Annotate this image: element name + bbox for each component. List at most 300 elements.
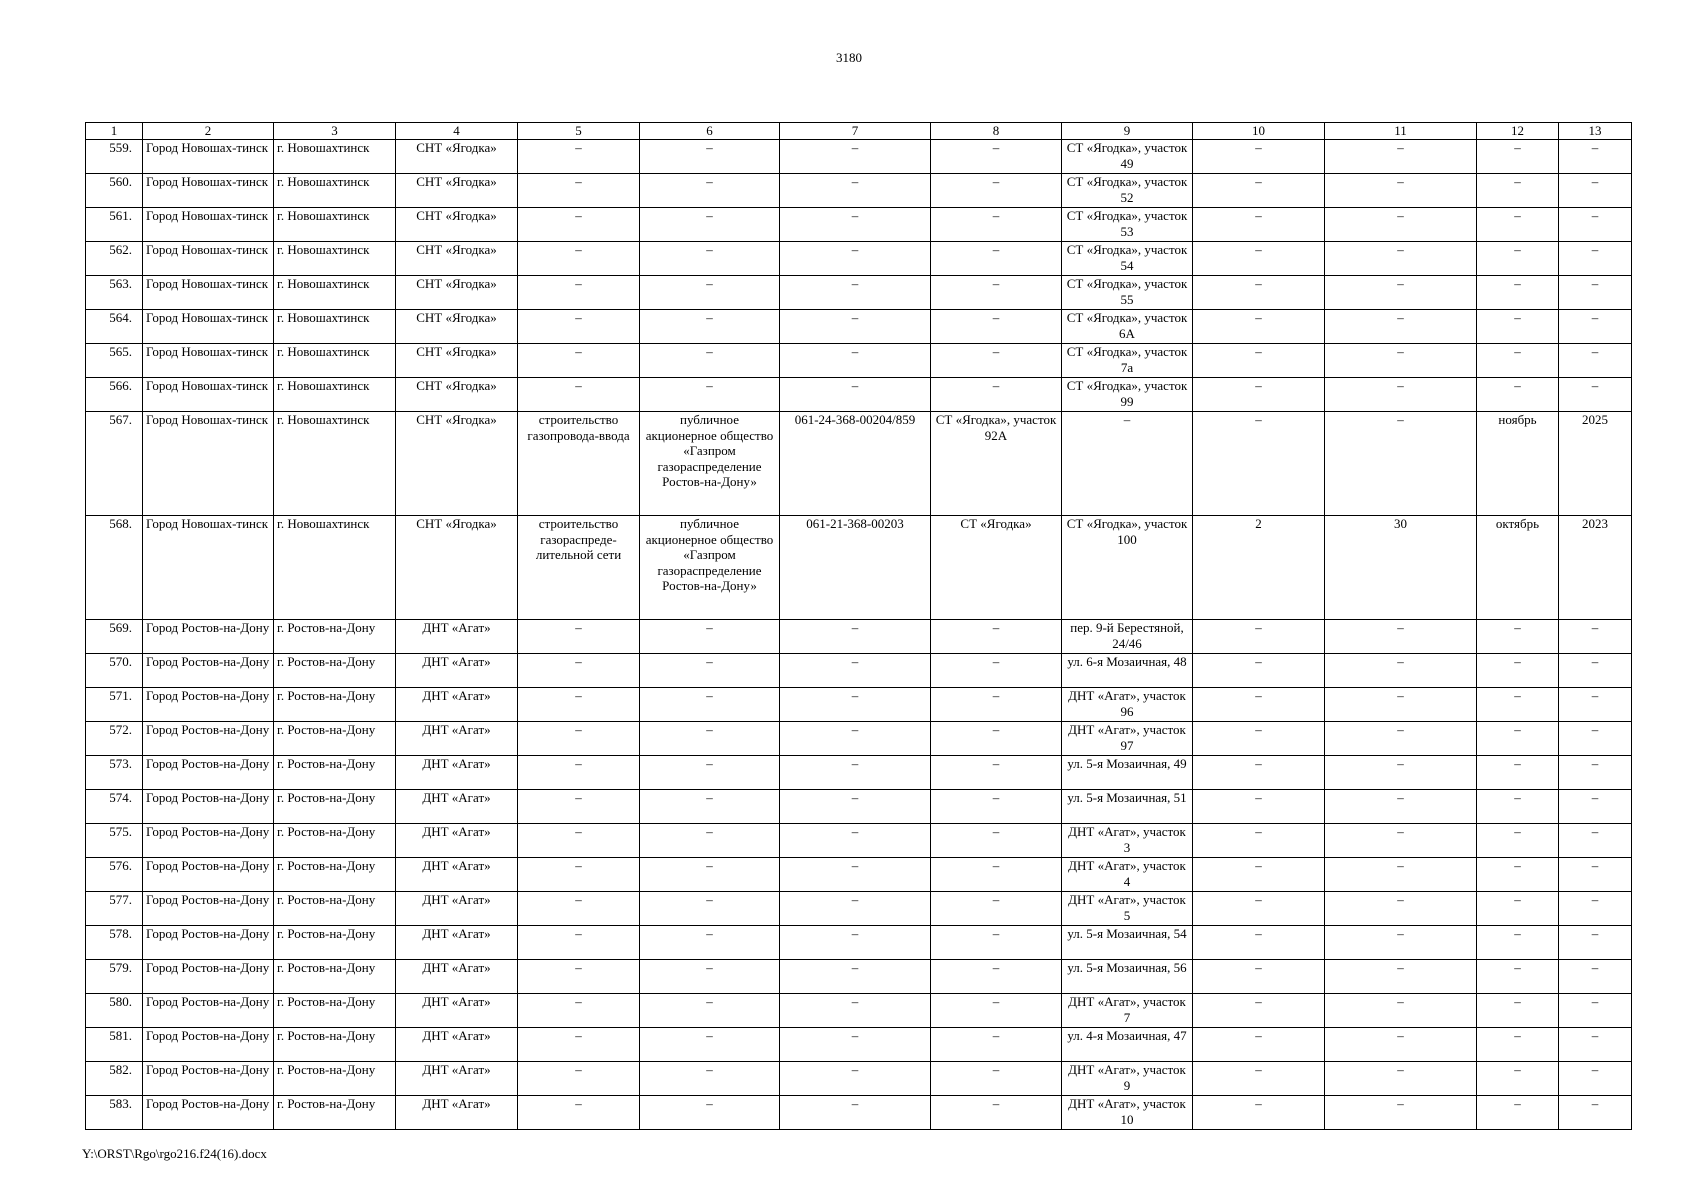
cell-object-location: – bbox=[931, 654, 1062, 688]
table-row bbox=[86, 174, 1632, 208]
cell-pressure: 2 bbox=[1193, 516, 1325, 620]
cell-pressure: – bbox=[1193, 242, 1325, 276]
cell-partnership: СНТ «Ягодка» bbox=[396, 174, 518, 208]
cell-object-location: – bbox=[931, 688, 1062, 722]
table-row bbox=[86, 994, 1632, 1028]
cell-length: – bbox=[1325, 824, 1477, 858]
cell-settlement: г. Новошахтинск bbox=[274, 412, 396, 516]
cell-address: СТ «Ягодка», участок 55 bbox=[1062, 276, 1193, 310]
table-row bbox=[86, 412, 1632, 516]
cell-row-number: 567. bbox=[86, 412, 143, 516]
cell-municipality: Город Новошах-тинск bbox=[143, 516, 274, 620]
cell-organization: – bbox=[640, 208, 780, 242]
cell-organization: – bbox=[640, 242, 780, 276]
cell-address: СТ «Ягодка», участок 54 bbox=[1062, 242, 1193, 276]
cell-address: СТ «Ягодка», участок 100 bbox=[1062, 516, 1193, 620]
table-row bbox=[86, 756, 1632, 790]
column-header-1: 1 bbox=[86, 123, 143, 140]
cell-contract-number: – bbox=[780, 824, 931, 858]
cell-row-number: 561. bbox=[86, 208, 143, 242]
table-row bbox=[86, 858, 1632, 892]
cell-work-type: – bbox=[518, 310, 640, 344]
cell-row-number: 573. bbox=[86, 756, 143, 790]
cell-month: – bbox=[1477, 756, 1559, 790]
cell-object-location: – bbox=[931, 620, 1062, 654]
cell-contract-number: 061-21-368-00203 bbox=[780, 516, 931, 620]
cell-address: ДНТ «Агат», участок 7 bbox=[1062, 994, 1193, 1028]
cell-length: – bbox=[1325, 926, 1477, 960]
cell-contract-number: – bbox=[780, 1062, 931, 1096]
cell-partnership: ДНТ «Агат» bbox=[396, 960, 518, 994]
column-header-4: 4 bbox=[396, 123, 518, 140]
cell-organization: – bbox=[640, 174, 780, 208]
cell-settlement: г. Ростов-на-Дону bbox=[274, 756, 396, 790]
cell-row-number: 560. bbox=[86, 174, 143, 208]
cell-settlement: г. Ростов-на-Дону bbox=[274, 688, 396, 722]
cell-year: – bbox=[1559, 926, 1632, 960]
cell-partnership: ДНТ «Агат» bbox=[396, 892, 518, 926]
table-row bbox=[86, 722, 1632, 756]
table-row bbox=[86, 688, 1632, 722]
cell-address: ул. 5-я Мозаичная, 56 bbox=[1062, 960, 1193, 994]
column-header-2: 2 bbox=[143, 123, 274, 140]
cell-work-type: – bbox=[518, 960, 640, 994]
column-header-9: 9 bbox=[1062, 123, 1193, 140]
cell-municipality: Город Новошах-тинск bbox=[143, 140, 274, 174]
cell-organization: – bbox=[640, 790, 780, 824]
cell-month: – bbox=[1477, 276, 1559, 310]
cell-year: – bbox=[1559, 242, 1632, 276]
cell-row-number: 569. bbox=[86, 620, 143, 654]
cell-organization: – bbox=[640, 654, 780, 688]
cell-row-number: 578. bbox=[86, 926, 143, 960]
table-row bbox=[86, 276, 1632, 310]
cell-pressure: – bbox=[1193, 994, 1325, 1028]
cell-municipality: Город Ростов-на-Дону bbox=[143, 722, 274, 756]
cell-pressure: – bbox=[1193, 412, 1325, 516]
cell-address: ул. 6-я Мозаичная, 48 bbox=[1062, 654, 1193, 688]
cell-length: – bbox=[1325, 1062, 1477, 1096]
cell-month: – bbox=[1477, 620, 1559, 654]
cell-year: – bbox=[1559, 790, 1632, 824]
cell-year: – bbox=[1559, 378, 1632, 412]
cell-contract-number: – bbox=[780, 620, 931, 654]
cell-length: – bbox=[1325, 208, 1477, 242]
cell-organization: – bbox=[640, 1096, 780, 1130]
cell-partnership: ДНТ «Агат» bbox=[396, 722, 518, 756]
cell-year: – bbox=[1559, 1096, 1632, 1130]
cell-month: – bbox=[1477, 378, 1559, 412]
cell-contract-number: – bbox=[780, 688, 931, 722]
cell-object-location: – bbox=[931, 1028, 1062, 1062]
cell-object-location: – bbox=[931, 208, 1062, 242]
cell-contract-number: 061-24-368-00204/859 bbox=[780, 412, 931, 516]
cell-municipality: Город Ростов-на-Дону bbox=[143, 858, 274, 892]
cell-address: СТ «Ягодка», участок 7а bbox=[1062, 344, 1193, 378]
column-header-11: 11 bbox=[1325, 123, 1477, 140]
cell-length: – bbox=[1325, 994, 1477, 1028]
cell-month: – bbox=[1477, 858, 1559, 892]
cell-settlement: г. Новошахтинск bbox=[274, 276, 396, 310]
table-row bbox=[86, 208, 1632, 242]
document-table bbox=[85, 122, 1632, 1130]
cell-pressure: – bbox=[1193, 344, 1325, 378]
cell-organization: – bbox=[640, 926, 780, 960]
cell-organization: – bbox=[640, 344, 780, 378]
cell-municipality: Город Новошах-тинск bbox=[143, 344, 274, 378]
table-row bbox=[86, 1062, 1632, 1096]
cell-address: ул. 4-я Мозаичная, 47 bbox=[1062, 1028, 1193, 1062]
cell-month: – bbox=[1477, 310, 1559, 344]
table-row bbox=[86, 926, 1632, 960]
cell-row-number: 572. bbox=[86, 722, 143, 756]
cell-municipality: Город Ростов-на-Дону bbox=[143, 824, 274, 858]
cell-address: ДНТ «Агат», участок 5 bbox=[1062, 892, 1193, 926]
cell-contract-number: – bbox=[780, 654, 931, 688]
cell-pressure: – bbox=[1193, 892, 1325, 926]
cell-work-type: – bbox=[518, 276, 640, 310]
cell-settlement: г. Ростов-на-Дону bbox=[274, 790, 396, 824]
cell-work-type: – bbox=[518, 722, 640, 756]
cell-year: – bbox=[1559, 654, 1632, 688]
cell-contract-number: – bbox=[780, 140, 931, 174]
cell-pressure: – bbox=[1193, 174, 1325, 208]
cell-length: – bbox=[1325, 722, 1477, 756]
cell-length: – bbox=[1325, 1028, 1477, 1062]
cell-partnership: СНТ «Ягодка» bbox=[396, 344, 518, 378]
cell-pressure: – bbox=[1193, 824, 1325, 858]
cell-row-number: 583. bbox=[86, 1096, 143, 1130]
cell-organization: публичное акционерное общество «Газпром газораспределение Ростов-на-Дону» bbox=[640, 516, 780, 620]
cell-year: – bbox=[1559, 722, 1632, 756]
cell-organization: – bbox=[640, 1028, 780, 1062]
cell-address: ДНТ «Агат», участок 97 bbox=[1062, 722, 1193, 756]
table-row bbox=[86, 378, 1632, 412]
cell-row-number: 568. bbox=[86, 516, 143, 620]
cell-object-location: СТ «Ягодка» bbox=[931, 516, 1062, 620]
table-row bbox=[86, 824, 1632, 858]
cell-partnership: СНТ «Ягодка» bbox=[396, 310, 518, 344]
column-header-6: 6 bbox=[640, 123, 780, 140]
cell-month: – bbox=[1477, 1062, 1559, 1096]
cell-month: – bbox=[1477, 208, 1559, 242]
cell-contract-number: – bbox=[780, 378, 931, 412]
cell-address: ул. 5-я Мозаичная, 54 bbox=[1062, 926, 1193, 960]
cell-month: – bbox=[1477, 994, 1559, 1028]
cell-municipality: Город Ростов-на-Дону bbox=[143, 790, 274, 824]
table-row bbox=[86, 516, 1632, 620]
cell-partnership: ДНТ «Агат» bbox=[396, 858, 518, 892]
cell-month: – bbox=[1477, 688, 1559, 722]
cell-work-type: – bbox=[518, 688, 640, 722]
cell-settlement: г. Ростов-на-Дону bbox=[274, 1062, 396, 1096]
table-row bbox=[86, 620, 1632, 654]
cell-municipality: Город Новошах-тинск bbox=[143, 208, 274, 242]
cell-year: – bbox=[1559, 174, 1632, 208]
table-row bbox=[86, 140, 1632, 174]
cell-row-number: 564. bbox=[86, 310, 143, 344]
cell-contract-number: – bbox=[780, 790, 931, 824]
cell-length: – bbox=[1325, 276, 1477, 310]
cell-partnership: ДНТ «Агат» bbox=[396, 926, 518, 960]
cell-row-number: 570. bbox=[86, 654, 143, 688]
cell-settlement: г. Ростов-на-Дону bbox=[274, 1096, 396, 1130]
cell-work-type: – bbox=[518, 790, 640, 824]
cell-settlement: г. Ростов-на-Дону bbox=[274, 960, 396, 994]
cell-address: СТ «Ягодка», участок 52 bbox=[1062, 174, 1193, 208]
cell-settlement: г. Ростов-на-Дону bbox=[274, 620, 396, 654]
cell-address: ДНТ «Агат», участок 10 bbox=[1062, 1096, 1193, 1130]
cell-organization: – bbox=[640, 824, 780, 858]
cell-partnership: СНТ «Ягодка» bbox=[396, 276, 518, 310]
cell-pressure: – bbox=[1193, 722, 1325, 756]
cell-row-number: 574. bbox=[86, 790, 143, 824]
cell-length: – bbox=[1325, 174, 1477, 208]
column-header-7: 7 bbox=[780, 123, 931, 140]
cell-object-location: – bbox=[931, 378, 1062, 412]
cell-length: – bbox=[1325, 242, 1477, 276]
cell-length: – bbox=[1325, 412, 1477, 516]
cell-work-type: – bbox=[518, 1096, 640, 1130]
cell-partnership: ДНТ «Агат» bbox=[396, 1028, 518, 1062]
cell-organization: – bbox=[640, 722, 780, 756]
cell-pressure: – bbox=[1193, 960, 1325, 994]
cell-municipality: Город Ростов-на-Дону bbox=[143, 892, 274, 926]
cell-contract-number: – bbox=[780, 1096, 931, 1130]
cell-address: – bbox=[1062, 412, 1193, 516]
cell-work-type: – bbox=[518, 926, 640, 960]
cell-address: СТ «Ягодка», участок 99 bbox=[1062, 378, 1193, 412]
cell-row-number: 562. bbox=[86, 242, 143, 276]
cell-length: – bbox=[1325, 378, 1477, 412]
cell-organization: – bbox=[640, 378, 780, 412]
cell-row-number: 559. bbox=[86, 140, 143, 174]
cell-month: – bbox=[1477, 140, 1559, 174]
cell-municipality: Город Ростов-на-Дону bbox=[143, 654, 274, 688]
cell-object-location: – bbox=[931, 858, 1062, 892]
cell-year: – bbox=[1559, 140, 1632, 174]
cell-year: – bbox=[1559, 310, 1632, 344]
cell-settlement: г. Новошахтинск bbox=[274, 344, 396, 378]
cell-partnership: СНТ «Ягодка» bbox=[396, 516, 518, 620]
cell-organization: – bbox=[640, 140, 780, 174]
cell-row-number: 565. bbox=[86, 344, 143, 378]
cell-month: – bbox=[1477, 722, 1559, 756]
cell-object-location: – bbox=[931, 722, 1062, 756]
cell-settlement: г. Новошахтинск bbox=[274, 242, 396, 276]
cell-object-location: – bbox=[931, 960, 1062, 994]
cell-row-number: 577. bbox=[86, 892, 143, 926]
cell-length: – bbox=[1325, 858, 1477, 892]
cell-address: ДНТ «Агат», участок 96 bbox=[1062, 688, 1193, 722]
cell-year: – bbox=[1559, 344, 1632, 378]
cell-month: – bbox=[1477, 926, 1559, 960]
table-row bbox=[86, 654, 1632, 688]
column-header-13: 13 bbox=[1559, 123, 1632, 140]
table-row bbox=[86, 892, 1632, 926]
cell-contract-number: – bbox=[780, 722, 931, 756]
cell-work-type: – bbox=[518, 756, 640, 790]
cell-settlement: г. Новошахтинск bbox=[274, 310, 396, 344]
cell-work-type: – bbox=[518, 892, 640, 926]
cell-year: – bbox=[1559, 1062, 1632, 1096]
cell-address: ул. 5-я Мозаичная, 49 bbox=[1062, 756, 1193, 790]
cell-pressure: – bbox=[1193, 790, 1325, 824]
cell-municipality: Город Новошах-тинск bbox=[143, 378, 274, 412]
cell-month: ноябрь bbox=[1477, 412, 1559, 516]
table-body bbox=[86, 140, 1632, 1130]
cell-month: – bbox=[1477, 1028, 1559, 1062]
cell-organization: – bbox=[640, 620, 780, 654]
cell-organization: – bbox=[640, 276, 780, 310]
column-header-8: 8 bbox=[931, 123, 1062, 140]
cell-length: – bbox=[1325, 654, 1477, 688]
cell-object-location: – bbox=[931, 994, 1062, 1028]
cell-settlement: г. Новошахтинск bbox=[274, 516, 396, 620]
cell-row-number: 566. bbox=[86, 378, 143, 412]
table-row bbox=[86, 344, 1632, 378]
cell-object-location: – bbox=[931, 926, 1062, 960]
cell-municipality: Город Ростов-на-Дону bbox=[143, 1028, 274, 1062]
cell-year: – bbox=[1559, 1028, 1632, 1062]
cell-year: – bbox=[1559, 688, 1632, 722]
cell-row-number: 575. bbox=[86, 824, 143, 858]
cell-work-type: – bbox=[518, 654, 640, 688]
cell-work-type: – bbox=[518, 858, 640, 892]
cell-pressure: – bbox=[1193, 1062, 1325, 1096]
cell-year: – bbox=[1559, 960, 1632, 994]
cell-organization: – bbox=[640, 892, 780, 926]
cell-month: октябрь bbox=[1477, 516, 1559, 620]
cell-organization: – bbox=[640, 310, 780, 344]
cell-month: – bbox=[1477, 892, 1559, 926]
cell-contract-number: – bbox=[780, 208, 931, 242]
cell-organization: публичное акционерное общество «Газпром газораспределение Ростов-на-Дону» bbox=[640, 412, 780, 516]
cell-year: – bbox=[1559, 208, 1632, 242]
cell-partnership: ДНТ «Агат» bbox=[396, 654, 518, 688]
cell-municipality: Город Новошах-тинск bbox=[143, 174, 274, 208]
cell-length: – bbox=[1325, 1096, 1477, 1130]
cell-address: ДНТ «Агат», участок 9 bbox=[1062, 1062, 1193, 1096]
cell-organization: – bbox=[640, 688, 780, 722]
cell-partnership: СНТ «Ягодка» bbox=[396, 412, 518, 516]
cell-partnership: ДНТ «Агат» bbox=[396, 1062, 518, 1096]
cell-length: 30 bbox=[1325, 516, 1477, 620]
cell-row-number: 571. bbox=[86, 688, 143, 722]
cell-address: ДНТ «Агат», участок 3 bbox=[1062, 824, 1193, 858]
cell-partnership: СНТ «Ягодка» bbox=[396, 208, 518, 242]
cell-length: – bbox=[1325, 756, 1477, 790]
table-row bbox=[86, 790, 1632, 824]
cell-partnership: ДНТ «Агат» bbox=[396, 756, 518, 790]
cell-contract-number: – bbox=[780, 276, 931, 310]
table-row bbox=[86, 242, 1632, 276]
cell-length: – bbox=[1325, 620, 1477, 654]
cell-settlement: г. Ростов-на-Дону bbox=[274, 892, 396, 926]
cell-pressure: – bbox=[1193, 620, 1325, 654]
cell-organization: – bbox=[640, 858, 780, 892]
cell-work-type: – bbox=[518, 344, 640, 378]
cell-work-type: – bbox=[518, 208, 640, 242]
cell-settlement: г. Ростов-на-Дону bbox=[274, 722, 396, 756]
cell-month: – bbox=[1477, 790, 1559, 824]
cell-organization: – bbox=[640, 1062, 780, 1096]
cell-contract-number: – bbox=[780, 174, 931, 208]
cell-partnership: СНТ «Ягодка» bbox=[396, 140, 518, 174]
cell-month: – bbox=[1477, 242, 1559, 276]
cell-organization: – bbox=[640, 994, 780, 1028]
cell-settlement: г. Новошахтинск bbox=[274, 140, 396, 174]
cell-object-location: СТ «Ягодка», участок 92А bbox=[931, 412, 1062, 516]
cell-work-type: – bbox=[518, 1028, 640, 1062]
cell-object-location: – bbox=[931, 756, 1062, 790]
cell-length: – bbox=[1325, 892, 1477, 926]
page-number: 3180 bbox=[836, 50, 862, 65]
cell-settlement: г. Ростов-на-Дону bbox=[274, 1028, 396, 1062]
cell-work-type: – bbox=[518, 1062, 640, 1096]
cell-municipality: Город Ростов-на-Дону bbox=[143, 756, 274, 790]
cell-contract-number: – bbox=[780, 926, 931, 960]
cell-contract-number: – bbox=[780, 344, 931, 378]
cell-pressure: – bbox=[1193, 140, 1325, 174]
cell-object-location: – bbox=[931, 344, 1062, 378]
cell-object-location: – bbox=[931, 310, 1062, 344]
cell-month: – bbox=[1477, 824, 1559, 858]
cell-month: – bbox=[1477, 344, 1559, 378]
cell-length: – bbox=[1325, 310, 1477, 344]
cell-contract-number: – bbox=[780, 892, 931, 926]
cell-pressure: – bbox=[1193, 756, 1325, 790]
cell-year: – bbox=[1559, 858, 1632, 892]
cell-year: – bbox=[1559, 994, 1632, 1028]
cell-municipality: Город Ростов-на-Дону bbox=[143, 994, 274, 1028]
cell-address: СТ «Ягодка», участок 49 bbox=[1062, 140, 1193, 174]
cell-partnership: СНТ «Ягодка» bbox=[396, 242, 518, 276]
cell-year: – bbox=[1559, 892, 1632, 926]
cell-pressure: – bbox=[1193, 858, 1325, 892]
column-header-3: 3 bbox=[274, 123, 396, 140]
cell-pressure: – bbox=[1193, 926, 1325, 960]
cell-object-location: – bbox=[931, 1062, 1062, 1096]
cell-work-type: – bbox=[518, 378, 640, 412]
cell-municipality: Город Новошах-тинск bbox=[143, 276, 274, 310]
column-header-12: 12 bbox=[1477, 123, 1559, 140]
cell-year: – bbox=[1559, 756, 1632, 790]
cell-work-type: строительство газораспреде-лительной сети bbox=[518, 516, 640, 620]
cell-month: – bbox=[1477, 960, 1559, 994]
cell-contract-number: – bbox=[780, 1028, 931, 1062]
cell-work-type: – bbox=[518, 824, 640, 858]
cell-object-location: – bbox=[931, 276, 1062, 310]
cell-municipality: Город Ростов-на-Дону bbox=[143, 926, 274, 960]
cell-object-location: – bbox=[931, 824, 1062, 858]
cell-row-number: 581. bbox=[86, 1028, 143, 1062]
cell-contract-number: – bbox=[780, 858, 931, 892]
cell-work-type: – bbox=[518, 620, 640, 654]
cell-municipality: Город Ростов-на-Дону bbox=[143, 688, 274, 722]
cell-address: ул. 5-я Мозаичная, 51 bbox=[1062, 790, 1193, 824]
cell-row-number: 579. bbox=[86, 960, 143, 994]
cell-row-number: 576. bbox=[86, 858, 143, 892]
cell-length: – bbox=[1325, 960, 1477, 994]
cell-year: 2023 bbox=[1559, 516, 1632, 620]
cell-settlement: г. Новошахтинск bbox=[274, 208, 396, 242]
cell-row-number: 580. bbox=[86, 994, 143, 1028]
column-header-10: 10 bbox=[1193, 123, 1325, 140]
cell-partnership: СНТ «Ягодка» bbox=[396, 378, 518, 412]
cell-partnership: ДНТ «Агат» bbox=[396, 994, 518, 1028]
cell-pressure: – bbox=[1193, 1028, 1325, 1062]
